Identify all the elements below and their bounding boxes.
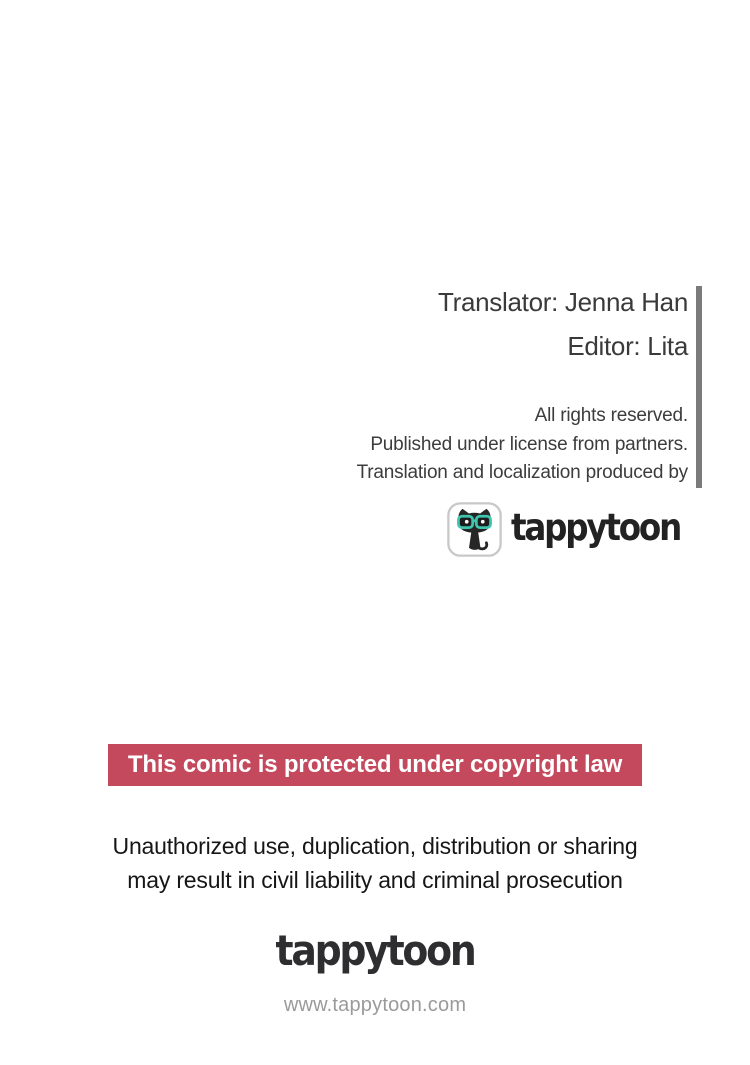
warning-line-2: may result in civil liability and criminal prosecution — [127, 867, 623, 893]
translator-credit: Translator: Jenna Han — [438, 287, 688, 317]
warning-line-1: Unauthorized use, duplication, distribution or sharing — [112, 833, 638, 859]
copyright-banner — [108, 744, 642, 786]
rights-line-2: Published under license from partners. — [370, 434, 688, 455]
warning-text — [0, 829, 750, 897]
editor-credit: Editor: Lita — [567, 331, 688, 361]
rights-line-1: All rights reserved. — [534, 405, 688, 426]
footer-url: www.tappytoon.com — [283, 994, 467, 1016]
footer-wordmark: tappytoon — [275, 926, 475, 975]
tappytoon-cat-icon — [447, 502, 502, 557]
copyright-banner-text: This comic is protected under copyright law — [127, 751, 623, 778]
credits-divider-bar — [696, 286, 702, 488]
tappytoon-logo-wordmark: tappytoon — [510, 506, 680, 549]
rights-line-3: Translation and localization produced by — [356, 462, 688, 483]
tappytoon-logo — [447, 502, 703, 557]
